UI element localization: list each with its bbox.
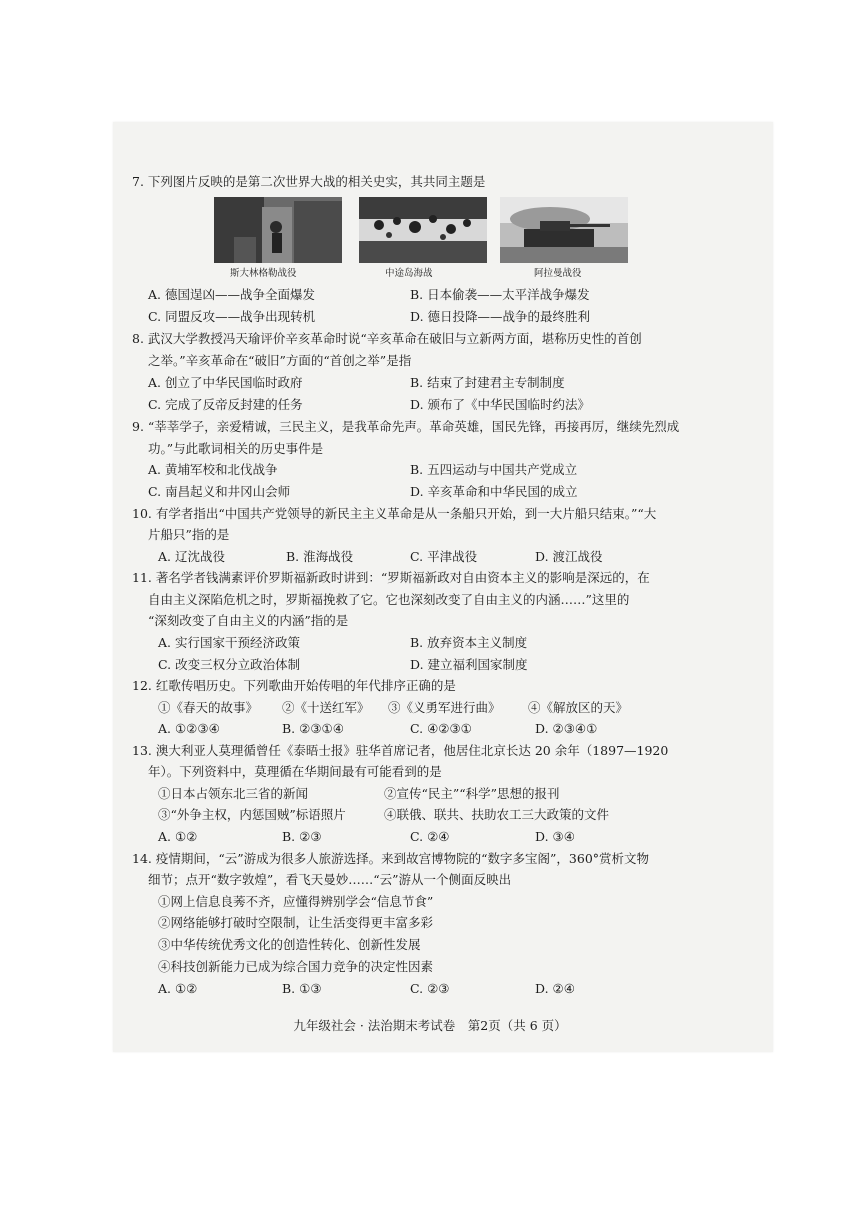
photo-stalingrad — [214, 197, 342, 263]
q11-option-d[interactable]: D. 建立福利国家制度 — [410, 657, 528, 672]
q14-option-d[interactable]: D. ②④ — [535, 981, 575, 996]
photo-el-alamein — [500, 197, 628, 263]
q9-option-b[interactable]: B. 五四运动与中国共产党成立 — [410, 462, 578, 477]
q11-option-a[interactable]: A. 实行国家干预经济政策 — [158, 635, 300, 650]
q13-option-c[interactable]: C. ②④ — [410, 829, 450, 844]
caption-stalingrad: 斯大林格勒战役 — [230, 268, 297, 279]
question-11-stem-line1: 11. 著名学者钱满素评价罗斯福新政时讲到：“罗斯福新政对自由资本主义的影响是深远的，在 — [132, 570, 650, 585]
question-14-stem-line2: 细节；点开“数字敦煌”，看飞天曼妙……“云”游从一个侧面反映出 — [148, 872, 512, 887]
q12-option-d[interactable]: D. ②③④① — [535, 721, 598, 736]
question-13-stem-line1: 13. 澳大利亚人莫理循曾任《泰晤士报》驻华首席记者，他居住北京长达 20 余年（1897—1920 — [132, 743, 669, 758]
q9-option-d[interactable]: D. 辛亥革命和中华民国的成立 — [410, 484, 578, 499]
caption-el-alamein: 阿拉曼战役 — [534, 268, 582, 279]
question-9-stem-line2: 功。”与此歌词相关的历史事件是 — [148, 441, 324, 456]
question-14-stem-line1: 14. 疫情期间，“云”游成为很多人旅游选择。来到故宫博物院的“数字多宝阁”，360°赏析文物 — [132, 851, 650, 866]
question-10-stem-line1: 10. 有学者指出“中国共产党领导的新民主主义革命是从一条船只开始，到一大片船只结束。”“大 — [132, 506, 657, 521]
q7-option-b[interactable]: B. 日本偷袭——太平洋战争爆发 — [410, 287, 590, 302]
q14-statement-4: ④科技创新能力已成为综合国力竞争的决定性因素 — [158, 959, 434, 974]
question-8-stem-line1: 8. 武汉大学教授冯天瑜评价辛亥革命时说“辛亥革命在破旧与立新两方面，堪称历史性的首创 — [132, 331, 642, 346]
q7-option-c[interactable]: C. 同盟反攻——战争出现转机 — [148, 309, 316, 324]
q10-option-b[interactable]: B. 淮海战役 — [286, 549, 354, 564]
q13-option-d[interactable]: D. ③④ — [535, 829, 575, 844]
photo-midway — [359, 197, 487, 263]
question-11-stem-line3: “深刻改变了自由主义的内涵”指的是 — [148, 613, 349, 628]
question-7-stem: 7. 下列图片反映的是第二次世界大战的相关史实，其共同主题是 — [132, 174, 486, 189]
q14-statement-3: ③中华传统优秀文化的创造性转化、创新性发展 — [158, 937, 421, 952]
q12-statement-4: ④《解放区的天》 — [528, 700, 629, 715]
q7-option-a[interactable]: A. 德国逞凶——战争全面爆发 — [148, 287, 315, 302]
question-12-stem: 12. 红歌传唱历史。下列歌曲开始传唱的年代排序正确的是 — [132, 678, 456, 693]
q10-option-d[interactable]: D. 渡江战役 — [535, 549, 603, 564]
q13-statement-1: ①日本占领东北三省的新闻 — [158, 786, 309, 801]
page-footer: 九年级社会 · 法治期末考试卷 第2页（共 6 页） — [293, 1018, 567, 1033]
q8-option-a[interactable]: A. 创立了中华民国临时政府 — [148, 375, 303, 390]
q12-option-a[interactable]: A. ①②③④ — [158, 721, 220, 736]
q8-option-d[interactable]: D. 颁布了《中华民国临时约法》 — [410, 397, 591, 412]
caption-midway: 中途岛海战 — [385, 268, 433, 279]
q14-option-b[interactable]: B. ①③ — [282, 981, 322, 996]
q14-option-c[interactable]: C. ②③ — [410, 981, 450, 996]
q13-statement-4: ④联俄、联共、扶助农工三大政策的文件 — [384, 807, 610, 822]
question-11-stem-line2: 自由主义深陷危机之时，罗斯福挽救了它。它也深刻改变了自由主义的内涵……”这里的 — [148, 592, 630, 607]
q12-option-b[interactable]: B. ②③①④ — [282, 721, 344, 736]
q12-statement-1: ①《春天的故事》 — [158, 700, 259, 715]
q14-option-a[interactable]: A. ①② — [158, 981, 198, 996]
q11-option-b[interactable]: B. 放弃资本主义制度 — [410, 635, 528, 650]
q14-statement-2: ②网络能够打破时空限制，让生活变得更丰富多彩 — [158, 915, 434, 930]
q13-statement-3: ③“外争主权，内惩国贼”标语照片 — [158, 807, 346, 822]
q12-option-c[interactable]: C. ④②③① — [410, 721, 472, 736]
q10-option-a[interactable]: A. 辽沈战役 — [158, 549, 225, 564]
q10-option-c[interactable]: C. 平津战役 — [410, 549, 478, 564]
question-10-stem-line2: 片船只”指的是 — [148, 527, 230, 542]
q8-option-c[interactable]: C. 完成了反帝反封建的任务 — [148, 397, 303, 412]
q11-option-c[interactable]: C. 改变三权分立政治体制 — [158, 657, 301, 672]
q9-option-a[interactable]: A. 黄埔军校和北伐战争 — [148, 462, 278, 477]
q7-option-d[interactable]: D. 德日投降——战争的最终胜利 — [410, 309, 591, 324]
q8-option-b[interactable]: B. 结束了封建君主专制制度 — [410, 375, 565, 390]
q13-statement-2: ②宣传“民主”“科学”思想的报刊 — [384, 786, 560, 801]
q12-statement-3: ③《义勇军进行曲》 — [388, 700, 501, 715]
question-9-stem-line1: 9. “莘莘学子，亲爱精诚，三民主义，是我革命先声。革命英雄，国民先锋，再接再厉，继续先烈成 — [132, 419, 680, 434]
question-8-stem-line2: 之举。”辛亥革命在“破旧”方面的“首创之举”是指 — [148, 353, 412, 368]
q9-option-c[interactable]: C. 南昌起义和井冈山会师 — [148, 484, 291, 499]
q13-option-b[interactable]: B. ②③ — [282, 829, 322, 844]
q13-option-a[interactable]: A. ①② — [158, 829, 198, 844]
question-13-stem-line2: 年）。下列资料中，莫理循在华期间最有可能看到的是 — [148, 764, 442, 779]
q14-statement-1: ①网上信息良莠不齐，应懂得辨别学会“信息节食” — [158, 894, 434, 909]
q12-statement-2: ②《十送红军》 — [282, 700, 370, 715]
